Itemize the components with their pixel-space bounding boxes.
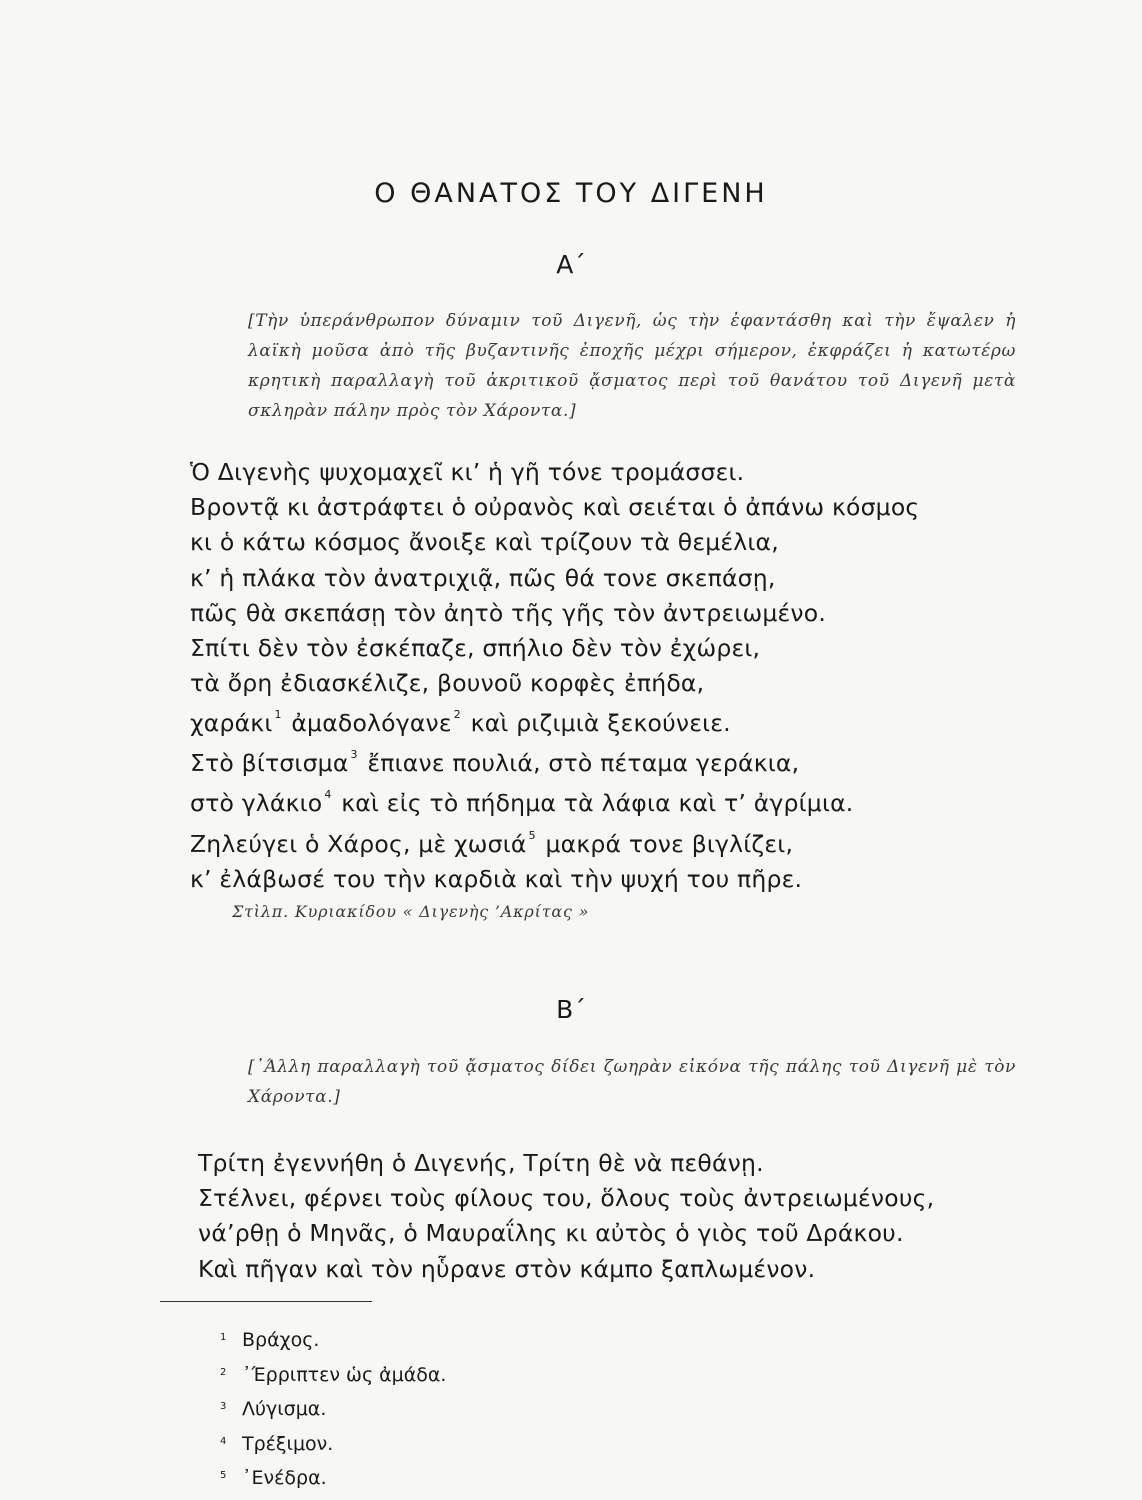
poem-line: Βροντᾷ κι ἀστράφτει ὁ οὐρανὸς καὶ σειέται ὁ ἀπάνω κόσμος <box>190 493 920 522</box>
footnote-ref: 3 <box>350 748 358 762</box>
footnote: 3 Λύγισμα. <box>220 1398 327 1420</box>
footnote-ref: 4 <box>324 788 332 802</box>
poem-line: κ’ ἡ πλάκα τὸν ἀνατριχιᾷ, πῶς θά τονε σκεπάσῃ, <box>190 563 776 592</box>
section-b-intro: [᾿Άλλη παραλλαγὴ τοῦ ᾄσματος δίδει ζωηρὰν εἰκόνα τῆς πάλης τοῦ Διγενῆ μὲ τὸν Χάροντα.] <box>248 1057 1016 1107</box>
poem-line: Στὸ βίτσισμα $^3$ ἔπιανε πουλιά, στὸ πέταμα γεράκια, <box>190 748 800 778</box>
section-a-intro: [Τὴν ὑπεράνθρωπον δύναμιν τοῦ Διγενῆ, ὡς τὴν ἐφαντάσθη καὶ τὴν ἔψαλεν ἡ λαϊκὴ μοῦσα ἀπὸ τῆς βυζαντινῆς ἐποχῆς μέχρι σήμερον, ἐκφράζει ἡ κατωτέρω κρητικὴ παραλλαγὴ τοῦ ἀκριτικοῦ ᾄσματος περὶ τοῦ θανάτου τοῦ Διγενῆ μετὰ σκληρὰν πάλην πρὸς τὸν Χάροντα.] <box>248 311 1016 421</box>
poem-line: Σπίτι δὲν τὸν ἐσκέπαζε, σπήλιο δὲν τὸν ἐχώρει, <box>190 634 761 663</box>
footnote-ref: 5 <box>528 828 536 842</box>
footnote: 4 Τρέξιμον. <box>220 1432 334 1455</box>
page-title: Ο ΘΑΝΑΤΟΣ ΤΟΥ ΔΙΓΕΝΗ <box>374 178 768 209</box>
poem-line: κ’ ἐλάβωσέ του τὴν καρδιὰ καὶ τὴν ψυχή του πῆρε. <box>190 864 803 893</box>
section-a-poem <box>190 455 1090 897</box>
footnote-ref: 2 <box>453 708 461 722</box>
poem-line: τὰ ὄρη ἐδιασκέλιζε, βουνοῦ κορφὲς ἐπήδα, <box>190 669 705 698</box>
section-b-mark: Β΄ <box>556 995 586 1024</box>
poem-line: στὸ γλάκιο $^4$ καὶ εἰς τὸ πήδημα τὰ λάφια καὶ τ’ ἀγρίμια. <box>190 788 854 818</box>
section-a-mark: Α΄ <box>556 250 586 279</box>
section-b-poem <box>198 1146 1098 1287</box>
source-citation: Στὶλπ. Κυριακίδου « Διγενὴς ’Ακρίτας » <box>232 902 590 921</box>
footnote-ref: 1 <box>274 708 282 722</box>
poem-line: Στέλνει, φέρνει τοὺς φίλους του, ὅλους τοὺς ἀντρειωμένους, <box>198 1184 935 1213</box>
footnote: 1 Βράχος. <box>220 1329 320 1351</box>
poem-line: Καὶ πῆγαν καὶ τὸν ηὗρανε στὸν κάμπο ξαπλωμένον. <box>198 1254 816 1283</box>
footnotes <box>220 1322 446 1495</box>
footnote: 5 ᾿Ενέδρα. <box>220 1467 327 1489</box>
footnote-divider <box>160 1301 372 1302</box>
footnote: 2 ᾿Έρριπτεν ὡς ἀμάδα. <box>220 1363 447 1386</box>
poem-line: χαράκι $^1$ ἀμαδολόγανε $^2$ καὶ ριζιμιὰ ξεκούνειε. <box>190 708 731 738</box>
poem-line: νά’ρθῃ ὁ Μηνᾶς, ὁ Μαυραΐλης κι αὐτὸς ὁ γιὸς τοῦ Δράκου. <box>198 1219 904 1248</box>
poem-line: κι ὁ κάτω κόσμος ἄνοιξε καὶ τρίζουν τὰ θεμέλια, <box>190 528 779 557</box>
poem-line: Ζηλεύγει ὁ Χάρος, μὲ χωσιά $^5$ μακρά τονε βιγλίζει, <box>190 828 794 858</box>
poem-line: Ὁ Διγενὴς ψυχομαχεῖ κι’ ἡ γῆ τόνε τρομάσσει. <box>190 458 745 486</box>
poem-line: Τρίτη ἐγεννήθη ὁ Διγενής, Τρίτη θὲ νὰ πεθάνῃ. <box>198 1149 764 1177</box>
poem-line: πῶς θὰ σκεπάσῃ τὸν ἀητὸ τῆς γῆς τὸν ἀντρειωμένο. <box>190 598 827 627</box>
